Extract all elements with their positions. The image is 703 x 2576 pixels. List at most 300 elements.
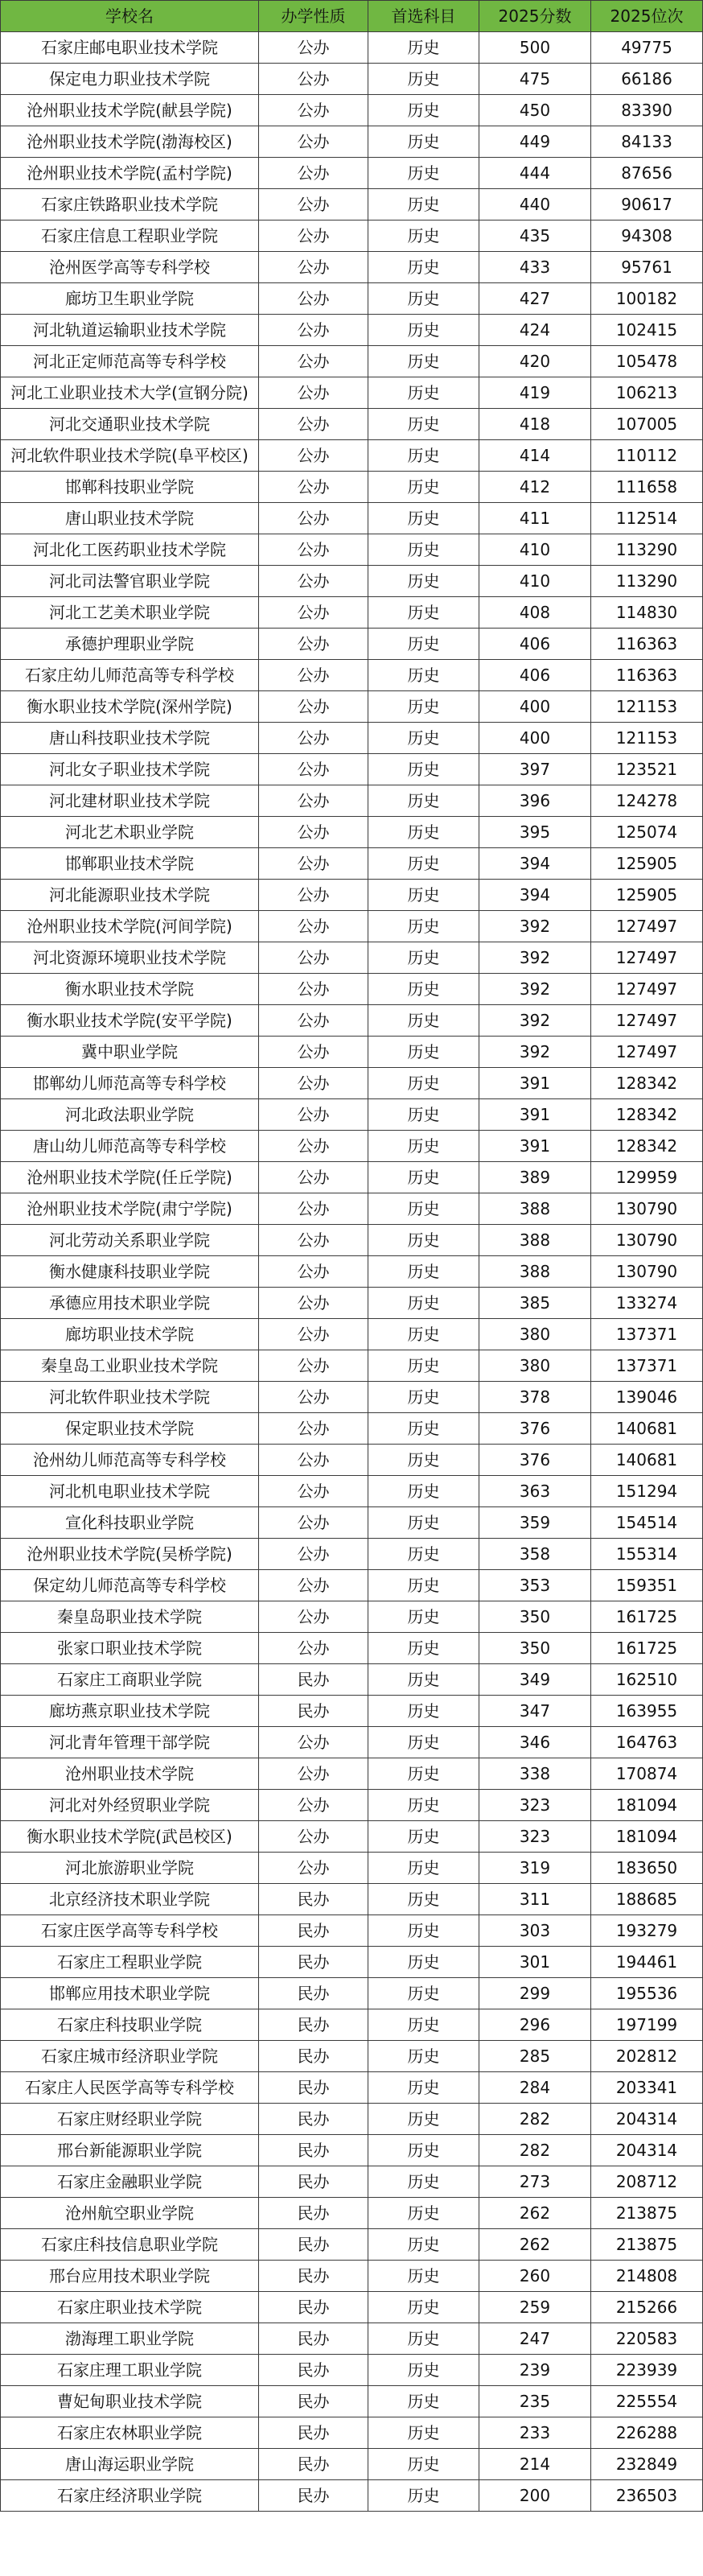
cell-school-name: 衡水职业技术学院(安平学院) [1,1005,259,1037]
cell-school-type: 民办 [259,2041,368,2072]
cell-rank: 90617 [591,189,703,221]
cell-school-type: 民办 [259,2292,368,2323]
cell-subject: 历史 [368,1758,479,1790]
cell-school-type: 公办 [259,1037,368,1068]
cell-rank: 139046 [591,1382,703,1413]
cell-rank: 208712 [591,2166,703,2198]
cell-school-type: 公办 [259,1539,368,1570]
cell-school-name: 河北能源职业技术学院 [1,880,259,911]
cell-score: 347 [479,1696,591,1727]
cell-subject: 历史 [368,1633,479,1664]
cell-subject: 历史 [368,2261,479,2292]
cell-subject: 历史 [368,1664,479,1696]
cell-rank: 102415 [591,315,703,346]
cell-school-name: 河北青年管理干部学院 [1,1727,259,1758]
cell-subject: 历史 [368,1099,479,1131]
cell-score: 392 [479,1005,591,1037]
cell-school-type: 民办 [259,2104,368,2135]
cell-school-name: 沧州职业技术学院(献县学院) [1,95,259,126]
cell-rank: 140681 [591,1413,703,1445]
cell-school-type: 公办 [259,1507,368,1539]
cell-school-name: 邯郸幼儿师范高等专科学校 [1,1068,259,1099]
cell-subject: 历史 [368,440,479,472]
cell-school-name: 张家口职业技术学院 [1,1633,259,1664]
cell-subject: 历史 [368,1601,479,1633]
cell-rank: 181094 [591,1790,703,1821]
cell-subject: 历史 [368,1005,479,1037]
table-row [1,1601,703,1633]
cell-rank: 123521 [591,754,703,785]
cell-school-name: 河北对外经贸职业学院 [1,1790,259,1821]
table-row [1,1947,703,1978]
cell-subject: 历史 [368,1915,479,1947]
cell-rank: 161725 [591,1601,703,1633]
cell-subject: 历史 [368,1947,479,1978]
cell-school-type: 公办 [259,126,368,158]
cell-subject: 历史 [368,2009,479,2041]
table-row [1,566,703,597]
cell-score: 500 [479,32,591,64]
cell-score: 303 [479,1915,591,1947]
cell-score: 358 [479,1539,591,1570]
cell-score: 412 [479,472,591,503]
cell-rank: 127497 [591,942,703,974]
cell-score: 406 [479,660,591,691]
cell-subject: 历史 [368,1696,479,1727]
table-row [1,2386,703,2417]
cell-score: 350 [479,1601,591,1633]
table-row [1,1821,703,1853]
cell-score: 391 [479,1131,591,1162]
cell-subject: 历史 [368,2480,479,2512]
cell-school-name: 沧州幼儿师范高等专科学校 [1,1445,259,1476]
cell-score: 380 [479,1350,591,1382]
cell-score: 418 [479,409,591,440]
cell-school-type: 公办 [259,754,368,785]
cell-school-type: 民办 [259,2417,368,2449]
table-row [1,1664,703,1696]
cell-school-type: 民办 [259,2449,368,2480]
table-row [1,189,703,221]
cell-school-name: 石家庄城市经济职业学院 [1,2041,259,2072]
table-row [1,64,703,95]
cell-score: 376 [479,1445,591,1476]
cell-subject: 历史 [368,2355,479,2386]
cell-score: 444 [479,158,591,189]
cell-rank: 170874 [591,1758,703,1790]
cell-school-type: 公办 [259,691,368,723]
cell-school-type: 民办 [259,2009,368,2041]
cell-subject: 历史 [368,1790,479,1821]
cell-score: 392 [479,911,591,942]
cell-school-name: 河北工业职业技术大学(宣钢分院) [1,377,259,409]
cell-school-name: 河北资源环境职业技术学院 [1,942,259,974]
table-row [1,1288,703,1319]
cell-school-type: 公办 [259,1288,368,1319]
cell-rank: 214808 [591,2261,703,2292]
cell-school-type: 民办 [259,1664,368,1696]
cell-score: 376 [479,1413,591,1445]
cell-score: 323 [479,1790,591,1821]
cell-rank: 127497 [591,1037,703,1068]
cell-subject: 历史 [368,723,479,754]
cell-school-name: 渤海理工职业学院 [1,2323,259,2355]
cell-score: 392 [479,942,591,974]
table-row [1,440,703,472]
cell-subject: 历史 [368,2072,479,2104]
cell-school-name: 衡水职业技术学院(深州学院) [1,691,259,723]
table-row [1,1915,703,1947]
table-row [1,1507,703,1539]
table-row [1,1382,703,1413]
table-row [1,974,703,1005]
cell-school-name: 廊坊职业技术学院 [1,1319,259,1350]
cell-school-type: 公办 [259,315,368,346]
cell-school-type: 民办 [259,1884,368,1915]
cell-subject: 历史 [368,2417,479,2449]
cell-rank: 113290 [591,566,703,597]
cell-school-name: 石家庄农林职业学院 [1,2417,259,2449]
table-row [1,629,703,660]
cell-school-name: 河北旅游职业学院 [1,1853,259,1884]
cell-score: 233 [479,2417,591,2449]
cell-subject: 历史 [368,1256,479,1288]
cell-school-name: 河北软件职业技术学院 [1,1382,259,1413]
cell-school-name: 河北正定师范高等专科学校 [1,346,259,377]
cell-school-name: 唐山职业技术学院 [1,503,259,534]
cell-subject: 历史 [368,1037,479,1068]
cell-rank: 127497 [591,911,703,942]
cell-score: 427 [479,283,591,315]
cell-rank: 202812 [591,2041,703,2072]
cell-score: 391 [479,1099,591,1131]
cell-score: 392 [479,974,591,1005]
cell-school-type: 民办 [259,1947,368,1978]
cell-score: 378 [479,1382,591,1413]
cell-subject: 历史 [368,346,479,377]
cell-score: 311 [479,1884,591,1915]
cell-rank: 140681 [591,1445,703,1476]
cell-rank: 203341 [591,2072,703,2104]
cell-rank: 223939 [591,2355,703,2386]
cell-school-name: 邢台应用技术职业学院 [1,2261,259,2292]
cell-rank: 151294 [591,1476,703,1507]
cell-subject: 历史 [368,503,479,534]
cell-school-type: 公办 [259,409,368,440]
cell-rank: 112514 [591,503,703,534]
cell-subject: 历史 [368,32,479,64]
cell-school-type: 公办 [259,1727,368,1758]
table-row [1,1350,703,1382]
cell-school-type: 公办 [259,597,368,629]
table-row [1,1068,703,1099]
cell-subject: 历史 [368,1319,479,1350]
cell-school-name: 廊坊卫生职业学院 [1,283,259,315]
cell-subject: 历史 [368,1288,479,1319]
cell-school-type: 公办 [259,221,368,252]
cell-school-type: 公办 [259,1256,368,1288]
cell-school-name: 石家庄工程职业学院 [1,1947,259,1978]
cell-rank: 128342 [591,1068,703,1099]
cell-school-type: 民办 [259,2198,368,2229]
cell-school-type: 公办 [259,1570,368,1601]
cell-subject: 历史 [368,377,479,409]
table-row [1,817,703,848]
cell-score: 385 [479,1288,591,1319]
cell-rank: 181094 [591,1821,703,1853]
cell-rank: 155314 [591,1539,703,1570]
table-row [1,2417,703,2449]
cell-score: 260 [479,2261,591,2292]
cell-school-type: 公办 [259,1413,368,1445]
table-row [1,252,703,283]
cell-rank: 215266 [591,2292,703,2323]
header-subject: 首选科目 [368,1,479,32]
cell-rank: 130790 [591,1193,703,1225]
cell-school-type: 公办 [259,629,368,660]
cell-school-name: 河北建材职业技术学院 [1,785,259,817]
cell-subject: 历史 [368,911,479,942]
table-row [1,1256,703,1288]
cell-rank: 106213 [591,377,703,409]
table-row [1,2041,703,2072]
cell-school-name: 北京经济技术职业学院 [1,1884,259,1915]
cell-rank: 129959 [591,1162,703,1193]
cell-school-type: 公办 [259,1853,368,1884]
cell-school-type: 公办 [259,660,368,691]
cell-school-type: 公办 [259,440,368,472]
cell-school-type: 民办 [259,1696,368,1727]
table-row [1,32,703,64]
cell-score: 259 [479,2292,591,2323]
table-row [1,1853,703,1884]
cell-school-type: 公办 [259,1476,368,1507]
cell-school-type: 公办 [259,1601,368,1633]
cell-subject: 历史 [368,1193,479,1225]
table-row [1,1727,703,1758]
table-row [1,409,703,440]
cell-school-type: 公办 [259,880,368,911]
cell-rank: 121153 [591,723,703,754]
cell-score: 475 [479,64,591,95]
table-row [1,754,703,785]
cell-subject: 历史 [368,754,479,785]
cell-school-name: 石家庄医学高等专科学校 [1,1915,259,1947]
cell-school-name: 石家庄信息工程职业学院 [1,221,259,252]
cell-subject: 历史 [368,1507,479,1539]
cell-score: 400 [479,691,591,723]
table-row [1,95,703,126]
cell-score: 363 [479,1476,591,1507]
cell-school-name: 石家庄幼儿师范高等专科学校 [1,660,259,691]
cell-school-type: 民办 [259,2480,368,2512]
cell-score: 319 [479,1853,591,1884]
cell-score: 449 [479,126,591,158]
cell-school-type: 公办 [259,1005,368,1037]
cell-school-name: 石家庄人民医学高等专科学校 [1,2072,259,2104]
cell-school-name: 沧州职业技术学院 [1,1758,259,1790]
cell-school-name: 唐山科技职业技术学院 [1,723,259,754]
cell-score: 410 [479,534,591,566]
table-row [1,503,703,534]
cell-score: 388 [479,1225,591,1256]
cell-score: 282 [479,2104,591,2135]
cell-score: 414 [479,440,591,472]
cell-school-name: 唐山幼儿师范高等专科学校 [1,1131,259,1162]
cell-subject: 历史 [368,1068,479,1099]
cell-school-type: 公办 [259,1193,368,1225]
cell-score: 299 [479,1978,591,2009]
cell-rank: 188685 [591,1884,703,1915]
cell-school-type: 民办 [259,2323,368,2355]
table-row [1,2480,703,2512]
cell-school-name: 秦皇岛工业职业技术学院 [1,1350,259,1382]
table-row [1,1476,703,1507]
cell-score: 408 [479,597,591,629]
cell-school-name: 保定职业技术学院 [1,1413,259,1445]
cell-score: 359 [479,1507,591,1539]
cell-school-name: 河北化工医药职业技术学院 [1,534,259,566]
cell-subject: 历史 [368,1727,479,1758]
cell-school-name: 秦皇岛职业技术学院 [1,1601,259,1633]
cell-school-name: 邯郸应用技术职业学院 [1,1978,259,2009]
cell-score: 235 [479,2386,591,2417]
table-row [1,315,703,346]
cell-rank: 49775 [591,32,703,64]
cell-school-name: 沧州医学高等专科学校 [1,252,259,283]
cell-rank: 161725 [591,1633,703,1664]
cell-score: 262 [479,2229,591,2261]
cell-school-name: 衡水职业技术学院(武邑校区) [1,1821,259,1853]
table-row [1,2104,703,2135]
cell-subject: 历史 [368,2166,479,2198]
cell-school-type: 公办 [259,534,368,566]
cell-score: 346 [479,1727,591,1758]
cell-rank: 194461 [591,1947,703,1978]
cell-school-type: 公办 [259,817,368,848]
table-row [1,1884,703,1915]
cell-rank: 125905 [591,848,703,880]
table-row [1,1005,703,1037]
table-row [1,2449,703,2480]
cell-score: 338 [479,1758,591,1790]
cell-school-type: 民办 [259,2261,368,2292]
cell-school-name: 沧州航空职业学院 [1,2198,259,2229]
cell-rank: 159351 [591,1570,703,1601]
table-row [1,1162,703,1193]
cell-score: 282 [479,2135,591,2166]
cell-rank: 163955 [591,1696,703,1727]
cell-school-name: 河北交通职业技术学院 [1,409,259,440]
cell-rank: 133274 [591,1288,703,1319]
cell-school-name: 沧州职业技术学院(渤海校区) [1,126,259,158]
table-row [1,1633,703,1664]
cell-rank: 130790 [591,1225,703,1256]
cell-school-type: 民办 [259,2229,368,2261]
cell-rank: 87656 [591,158,703,189]
cell-school-type: 公办 [259,95,368,126]
cell-school-name: 沧州职业技术学院(吴桥学院) [1,1539,259,1570]
cell-school-type: 公办 [259,1633,368,1664]
cell-rank: 121153 [591,691,703,723]
table-row [1,2355,703,2386]
cell-score: 440 [479,189,591,221]
table-row [1,1131,703,1162]
cell-score: 301 [479,1947,591,1978]
cell-school-name: 邯郸科技职业学院 [1,472,259,503]
cell-rank: 111658 [591,472,703,503]
cell-subject: 历史 [368,315,479,346]
table-row [1,2135,703,2166]
cell-rank: 204314 [591,2104,703,2135]
cell-school-type: 公办 [259,1068,368,1099]
cell-school-name: 衡水职业技术学院 [1,974,259,1005]
cell-subject: 历史 [368,283,479,315]
cell-school-name: 曹妃甸职业技术学院 [1,2386,259,2417]
cell-school-name: 石家庄邮电职业技术学院 [1,32,259,64]
cell-score: 410 [479,566,591,597]
cell-rank: 236503 [591,2480,703,2512]
table-row [1,2261,703,2292]
cell-subject: 历史 [368,2104,479,2135]
cell-rank: 94308 [591,221,703,252]
table-row [1,126,703,158]
cell-score: 296 [479,2009,591,2041]
cell-score: 350 [479,1633,591,1664]
table-row [1,723,703,754]
cell-subject: 历史 [368,2386,479,2417]
cell-score: 419 [479,377,591,409]
table-row [1,346,703,377]
table-row [1,911,703,942]
cell-school-name: 河北艺术职业学院 [1,817,259,848]
cell-subject: 历史 [368,1853,479,1884]
cell-school-name: 石家庄科技信息职业学院 [1,2229,259,2261]
cell-rank: 226288 [591,2417,703,2449]
cell-subject: 历史 [368,1413,479,1445]
cell-school-type: 公办 [259,252,368,283]
cell-rank: 113290 [591,534,703,566]
table-row [1,2229,703,2261]
cell-subject: 历史 [368,691,479,723]
cell-subject: 历史 [368,1162,479,1193]
cell-rank: 125074 [591,817,703,848]
cell-subject: 历史 [368,848,479,880]
cell-school-type: 公办 [259,1099,368,1131]
cell-school-type: 公办 [259,1445,368,1476]
table-row [1,880,703,911]
cell-rank: 127497 [591,1005,703,1037]
cell-score: 284 [479,2072,591,2104]
cell-score: 380 [479,1319,591,1350]
cell-score: 450 [479,95,591,126]
table-row [1,597,703,629]
cell-school-name: 石家庄铁路职业技术学院 [1,189,259,221]
cell-score: 389 [479,1162,591,1193]
cell-rank: 162510 [591,1664,703,1696]
table-row [1,1193,703,1225]
cell-school-name: 河北机电职业技术学院 [1,1476,259,1507]
cell-rank: 225554 [591,2386,703,2417]
cell-school-type: 公办 [259,974,368,1005]
table-row [1,1539,703,1570]
cell-school-type: 公办 [259,566,368,597]
cell-score: 400 [479,723,591,754]
cell-score: 420 [479,346,591,377]
cell-school-type: 公办 [259,472,368,503]
cell-subject: 历史 [368,1131,479,1162]
cell-school-type: 民办 [259,2166,368,2198]
